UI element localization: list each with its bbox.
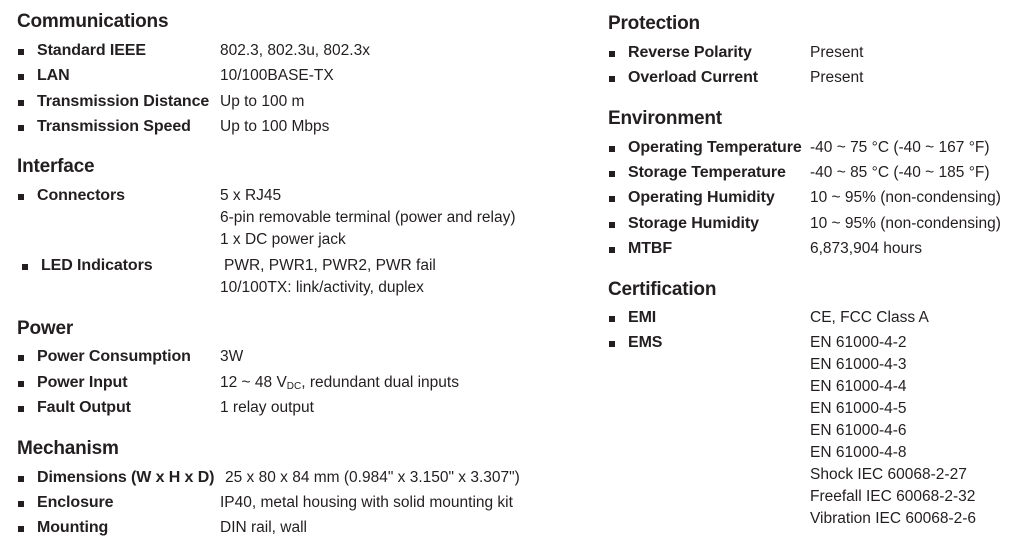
spec-value-list <box>220 492 513 514</box>
bullet-icon <box>18 49 24 55</box>
bullet-icon <box>18 74 24 80</box>
spec-key: Dimensions (W x H x D) <box>37 469 215 486</box>
spec-value-list <box>220 185 516 251</box>
bullet-icon <box>18 501 24 507</box>
spec-key: Mounting <box>37 519 109 536</box>
spec-key: Storage Humidity <box>628 215 759 232</box>
spec-value: 6,873,904 hours <box>810 240 923 257</box>
bullet-icon <box>18 476 24 482</box>
bullet-icon <box>18 355 24 361</box>
spec-value-list <box>810 307 929 329</box>
spec-key: Connectors <box>37 187 125 204</box>
section-title-communications: Communications <box>17 11 169 32</box>
spec-key: Fault Output <box>37 399 131 416</box>
bullet-icon <box>609 196 615 202</box>
spec-key: Reverse Polarity <box>628 44 752 61</box>
spec-value: 802.3, 802.3u, 802.3x <box>220 42 370 59</box>
spec-value-list <box>220 255 436 299</box>
bullet-icon <box>609 247 615 253</box>
spec-value: Up to 100 Mbps <box>220 118 330 135</box>
bullet-icon <box>609 51 615 57</box>
spec-value-list <box>810 213 1001 235</box>
spec-key: Transmission Speed <box>37 118 191 135</box>
bullet-icon <box>18 125 24 131</box>
spec-value: 25 x 80 x 84 mm (0.984" x 3.150" x 3.307") <box>225 469 520 486</box>
spec-value-list <box>220 397 314 419</box>
spec-value-list <box>220 116 329 138</box>
spec-key: Operating Humidity <box>628 189 775 206</box>
spec-value-list <box>810 162 990 184</box>
spec-value: 10/100BASE-TX <box>220 67 334 84</box>
spec-key: LED Indicators <box>41 257 153 274</box>
bullet-icon <box>18 406 24 412</box>
spec-key: EMS <box>628 334 663 351</box>
spec-value: EN 61000-4-3 <box>810 356 907 373</box>
bullet-icon <box>609 222 615 228</box>
spec-value-list <box>220 91 304 113</box>
spec-value-list <box>220 372 459 398</box>
spec-key: Power Input <box>37 374 128 391</box>
spec-value-list <box>220 517 307 539</box>
bullet-icon <box>609 146 615 152</box>
section-title-environment: Environment <box>608 108 722 129</box>
spec-value-list <box>225 467 520 489</box>
spec-key: Storage Temperature <box>628 164 786 181</box>
section-title-certification: Certification <box>608 279 717 300</box>
spec-key: LAN <box>37 67 70 84</box>
spec-value: Freefall IEC 60068-2-32 <box>810 488 976 505</box>
spec-value: 10 ~ 95% (non-condensing) <box>810 189 1001 206</box>
spec-value: 10 ~ 95% (non-condensing) <box>810 215 1001 232</box>
section-title-interface: Interface <box>17 156 95 177</box>
value-text: 12 ~ 48 V <box>220 374 287 391</box>
spec-value: 1 relay output <box>220 399 314 416</box>
spec-value: -40 ~ 75 °C (-40 ~ 167 °F) <box>810 139 990 156</box>
section-title-protection: Protection <box>608 13 700 34</box>
spec-value-list <box>810 137 990 159</box>
spec-key: Transmission Distance <box>37 93 210 110</box>
spec-value-list <box>810 67 863 89</box>
bullet-icon <box>609 341 615 347</box>
spec-value: Vibration IEC 60068-2-6 <box>810 510 977 527</box>
bullet-icon <box>18 194 24 200</box>
spec-value: 1 x DC power jack <box>220 231 346 248</box>
spec-value: EN 61000-4-6 <box>810 422 907 439</box>
spec-value-list <box>220 346 243 368</box>
spec-value: IP40, metal housing with solid mounting kit <box>220 494 513 511</box>
spec-value: -40 ~ 85 °C (-40 ~ 185 °F) <box>810 164 990 181</box>
spec-key: Power Consumption <box>37 348 191 365</box>
spec-key: EMI <box>628 309 657 326</box>
spec-value-list <box>220 40 370 62</box>
value-subscript: DC <box>286 381 302 392</box>
spec-value: Shock IEC 60068-2-27 <box>810 466 967 483</box>
spec-key: Enclosure <box>37 494 114 511</box>
spec-value-list <box>810 238 922 260</box>
spec-value: 3W <box>220 348 244 365</box>
spec-value: Present <box>810 69 864 86</box>
spec-value: Up to 100 m <box>220 93 305 110</box>
spec-key: Operating Temperature <box>628 139 802 156</box>
spec-value: EN 61000-4-5 <box>810 400 907 417</box>
bullet-icon <box>609 76 615 82</box>
spec-value: CE, FCC Class A <box>810 309 929 326</box>
value-text: , redundant dual inputs <box>301 374 459 391</box>
spec-value-list <box>220 65 334 87</box>
spec-value: DIN rail, wall <box>220 519 307 536</box>
spec-key: Standard IEEE <box>37 42 146 59</box>
section-title-power: Power <box>17 318 74 339</box>
bullet-icon <box>609 316 615 322</box>
spec-value-list <box>810 42 863 64</box>
bullet-icon <box>22 264 28 270</box>
spec-value: 10/100TX: link/activity, duplex <box>220 279 424 296</box>
spec-value: EN 61000-4-2 <box>810 334 907 351</box>
spec-value: PWR, PWR1, PWR2, PWR fail <box>224 257 436 274</box>
spec-key: MTBF <box>628 240 673 257</box>
spec-value: Present <box>810 44 864 61</box>
spec-value-list <box>810 332 976 530</box>
bullet-icon <box>18 526 24 532</box>
spec-value: EN 61000-4-8 <box>810 444 907 461</box>
bullet-icon <box>609 171 615 177</box>
section-title-mechanism: Mechanism <box>17 438 119 459</box>
spec-value: EN 61000-4-4 <box>810 378 907 395</box>
spec-value <box>220 372 459 398</box>
bullet-icon <box>18 100 24 106</box>
spec-value: 6-pin removable terminal (power and relay) <box>220 209 516 226</box>
bullet-icon <box>18 381 24 387</box>
spec-value-list <box>810 187 1001 209</box>
spec-value: 5 x RJ45 <box>220 187 282 204</box>
spec-key: Overload Current <box>628 69 758 86</box>
